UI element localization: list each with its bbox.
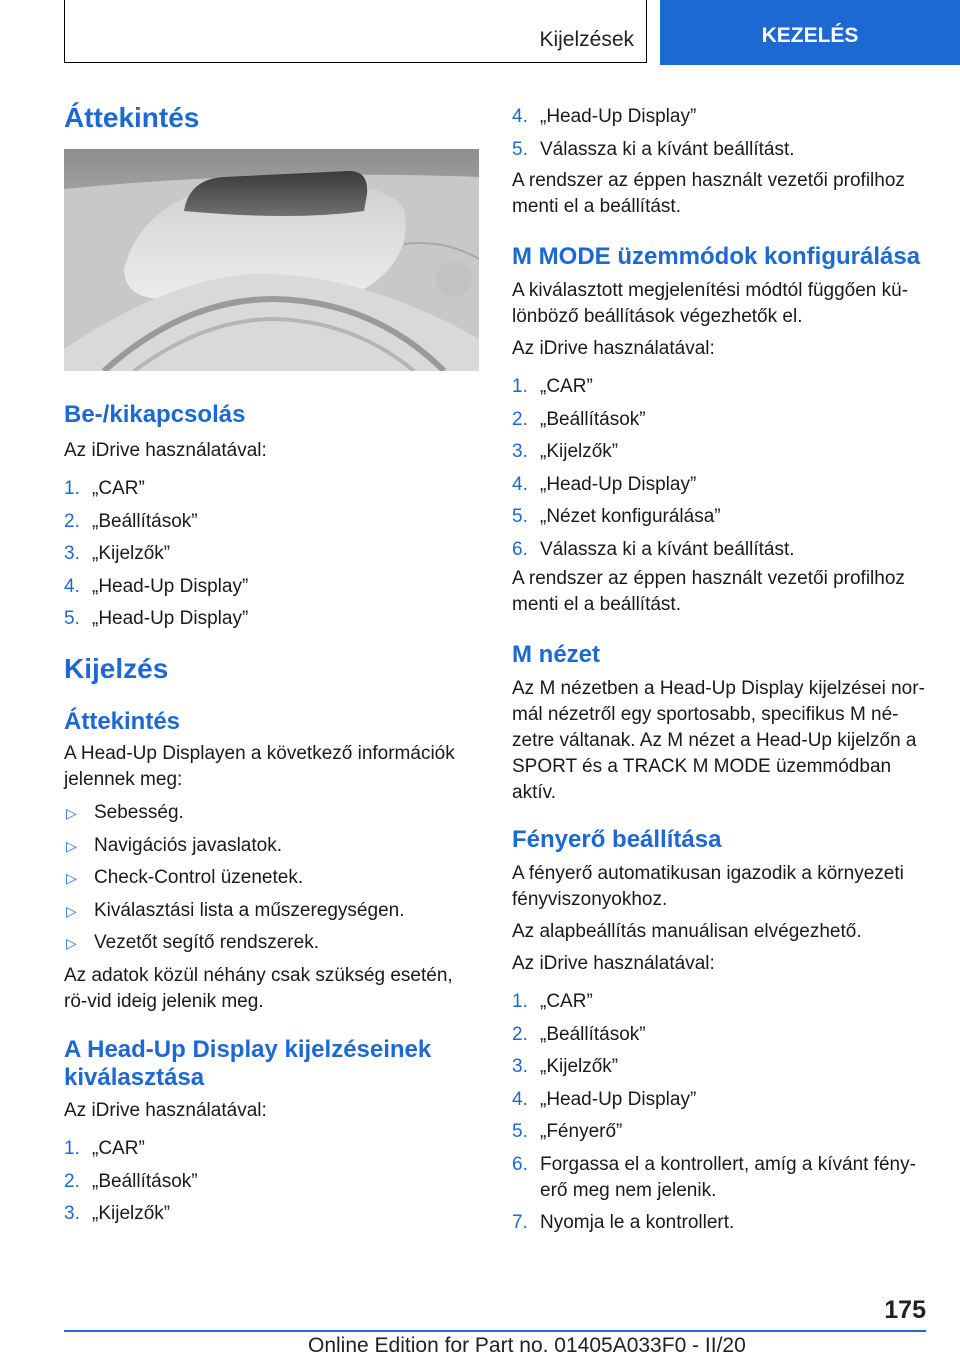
list-item: 1. „CAR” (512, 376, 593, 397)
mmode-heading: M MODE üzemmódok konfigurálása (512, 243, 921, 270)
list-item: 2. „Beállítások” (512, 1023, 646, 1045)
list-item: 7. Nyomja le a kontrollert. (512, 1212, 735, 1233)
list-item: ▷ Check-Control üzenetek. (64, 865, 479, 891)
list-item: 6. Válassza ki a kívánt beállítást. (512, 538, 795, 560)
list-item: 1. „CAR” (64, 1138, 145, 1159)
list-item: 3. „Kijelzők” (512, 441, 619, 462)
brightness-text2: Az alapbeállítás manuálisan elvégezhető. (512, 921, 862, 942)
display-note: Az adatok közül néhány csak szükség esetén, rö-vid ideig jelenik meg. (64, 965, 453, 1012)
header-section-box (64, 0, 647, 63)
cont-note: A rendszer az éppen használt vezetői profilhoz menti el a beállítást. (512, 170, 905, 217)
brightness-heading: Fényerő beállítása (512, 826, 722, 853)
list-item: ▷ Kiválasztási lista a műszeregységen. (64, 898, 479, 924)
mview-heading: M nézet (512, 641, 601, 668)
brightness-intro: Az iDrive használatával: (512, 953, 715, 974)
display-intro: A Head-Up Displayen a következő információk jelennek meg: (64, 743, 455, 790)
select-steps (64, 1136, 479, 1234)
cont-steps (512, 104, 932, 169)
brightness-steps (512, 989, 932, 1243)
list-item: 2. „Beállítások” (64, 1170, 198, 1192)
list-item: ▷ Sebesség. (64, 800, 479, 826)
list-item: 3. „Kijelzők” (512, 1056, 619, 1077)
mmode-text: A kiválasztott megjelenítési módtól függően kü-lönböző beállítások végezhetők el. (512, 280, 909, 327)
select-intro: Az iDrive használatával: (64, 1100, 267, 1121)
list-item: 5. „Fényerő” (512, 1121, 623, 1142)
onoff-steps (64, 476, 479, 639)
footer-edition: Online Edition for Part no. 01405A033F0 - II/20 (308, 1334, 746, 1357)
display-bullets (64, 800, 479, 963)
list-item: 3. „Kijelzők” (64, 1203, 171, 1224)
page-header (0, 0, 960, 66)
list-item: 2. „Beállítások” (64, 510, 198, 532)
list-item: 2. „Beállítások” (512, 408, 646, 430)
triangle-right-icon: ▷ (66, 935, 77, 951)
brightness-text: A fényerő automatikusan igazodik a környezeti fényviszonyokhoz. (512, 863, 904, 910)
list-item: 4. „Head-Up Display” (512, 106, 697, 127)
display-heading: Kijelzés (64, 653, 169, 684)
footer-divider (64, 1330, 926, 1332)
onoff-intro: Az iDrive használatával: (64, 440, 267, 461)
hud-photo (64, 149, 479, 371)
list-item: ▷ Navigációs javaslatok. (64, 833, 479, 859)
list-item: 4. „Head-Up Display” (64, 575, 249, 597)
header-section-title: Kijelzések (539, 28, 634, 51)
list-item: 4. „Head-Up Display” (512, 1088, 697, 1110)
page-number: 175 (884, 1296, 926, 1324)
triangle-right-icon: ▷ (66, 870, 77, 886)
mmode-steps (512, 374, 932, 569)
list-item: 5. Válassza ki a kívánt beállítást. (512, 138, 795, 160)
list-item: 5. „Head-Up Display” (64, 608, 249, 629)
onoff-heading: Be-/kikapcsolás (64, 401, 246, 428)
display-subheading: Áttekintés (64, 708, 181, 735)
triangle-right-icon: ▷ (66, 902, 77, 919)
list-item: 4. „Head-Up Display” (512, 473, 697, 495)
list-item: ▷ Vezetőt segítő rendszerek. (64, 930, 479, 956)
list-item: 1. „CAR” (512, 991, 593, 1012)
list-item: 5. „Nézet konfigurálása” (512, 506, 721, 527)
list-item: 1. „CAR” (64, 478, 145, 499)
list-item: 3. „Kijelzők” (64, 543, 171, 564)
header-chapter-tab: KEZELÉS (660, 0, 960, 65)
mview-text: Az M nézetben a Head-Up Display kijelzései nor-mál nézetről egy sportosabb, specifikus M né-zetre váltanak. Az M nézet a Head-Up kijelzőn a SPORT és a TRACK M MODE üzemmódban aktív. (512, 678, 925, 803)
mmode-note: A rendszer az éppen használt vezetői profilhoz menti el a beállítást. (512, 568, 905, 615)
select-heading: A Head-Up Display kijelzéseinek kiválasztása (64, 1036, 432, 1091)
triangle-right-icon: ▷ (66, 837, 77, 854)
mmode-intro: Az iDrive használatával: (512, 338, 715, 359)
triangle-right-icon: ▷ (66, 805, 77, 821)
overview-title: Áttekintés (64, 102, 200, 133)
list-item: 6. Forgassa el a kontrollert, amíg a kívánt fény-erő meg nem jelenik. (512, 1153, 916, 1201)
